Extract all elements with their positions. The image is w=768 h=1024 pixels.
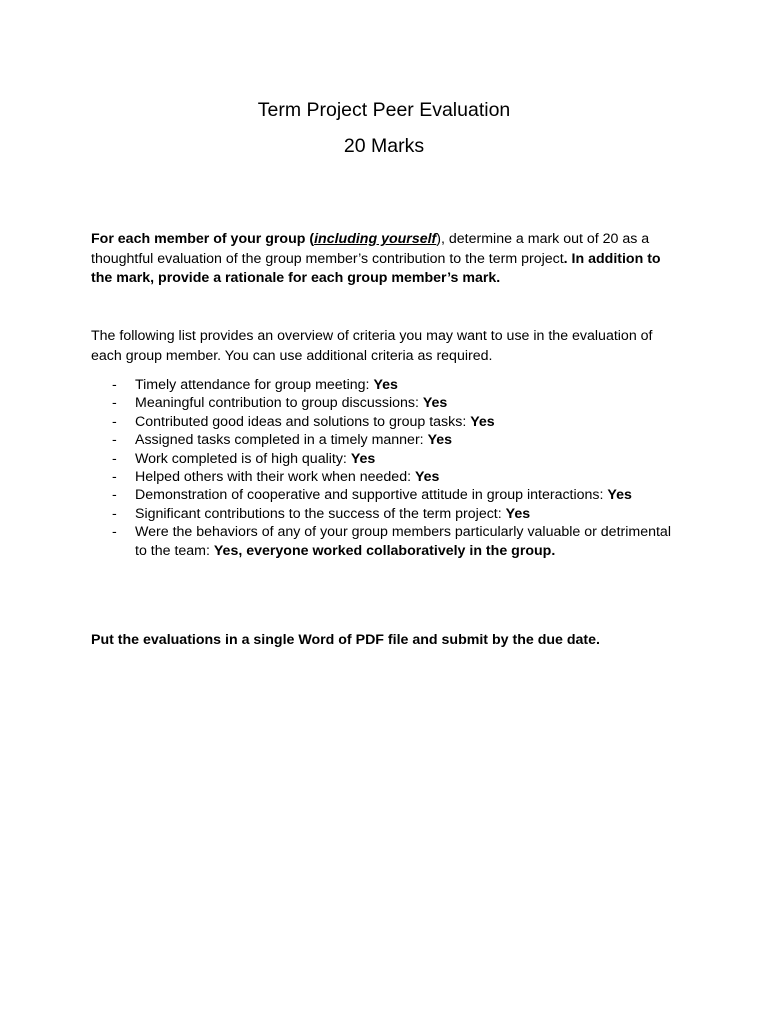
list-bullet: - [112,395,117,412]
title-block [0,92,768,164]
criterion-answer: Yes [422,395,448,412]
criterion-text: Helped others with their work when needed: [135,469,415,486]
criterion-answer: Yes [414,469,440,486]
criterion-answer: Yes [470,413,495,430]
marks-subtitle: 20 Marks [343,135,425,157]
list-bullet: - [112,524,117,541]
intro-part-4: . In addition to the mark, provide a rationale for each group member’s mark. [91,250,661,287]
list-bullet: - [112,505,117,522]
list-item [91,468,681,486]
criterion-text: Demonstration of cooperative and supportive attitude in group interactions: [135,487,608,504]
list-bullet: - [112,432,117,449]
list-item [91,394,681,412]
list-item [91,505,681,523]
criterion-answer: Yes [607,487,632,504]
list-item [91,376,681,394]
list-item [91,486,681,504]
closing-instruction: Put the evaluations in a single Word of PDF file and submit by the due date. [91,632,600,648]
list-item [91,431,681,449]
criterion-answer: Yes, everyone worked collaboratively in the group. [213,542,556,559]
criterion-text: Timely attendance for group meeting: [135,377,374,393]
criterion-text: Meaningful contribution to group discussions: [135,395,423,412]
page-title: Term Project Peer Evaluation [257,99,511,121]
criterion-answer: Yes [350,450,376,467]
criterion-answer: Yes [427,432,453,449]
criteria-intro-paragraph: The following list provides an overview of criteria you may want to use in the evaluation of each group member. You can use additional criteria as required. [91,328,653,364]
list-item [91,413,681,431]
list-bullet: - [112,377,117,393]
criterion-text: Were the behaviors of any of your group members particularly valuable or detrimental to the team: [135,524,671,559]
criterion-text: Work completed is of high quality: [135,450,351,467]
list-item [91,450,681,468]
list-bullet: - [112,487,117,504]
list-bullet: - [112,413,117,430]
list-bullet: - [112,450,117,467]
intro-part-3: ), determine a mark out of 20 as a thoughtful evaluation of the group member’s contribution to the term project [91,231,650,267]
criteria-list [91,376,681,560]
criterion-answer: Yes [505,505,531,522]
intro-emphasis: including yourself [314,231,437,247]
intro-paragraph [91,230,681,289]
list-item [91,523,681,560]
list-bullet: - [112,469,117,486]
intro-part-1: For each member of your group ( [91,231,315,247]
criterion-answer: Yes [373,377,398,393]
criterion-text: Contributed good ideas and solutions to group tasks: [135,413,471,430]
criterion-text: Assigned tasks completed in a timely manner: [135,432,428,449]
criterion-text: Significant contributions to the success of the term project: [135,505,506,522]
